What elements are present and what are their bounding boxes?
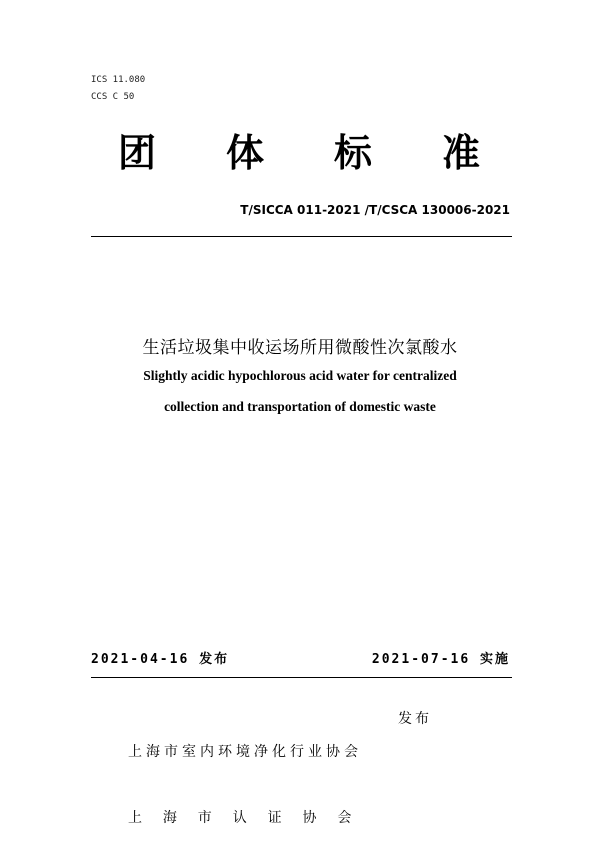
title-char-4: 准 [442,131,481,175]
english-standard-name-line1: Slightly acidic hypochlorous acid water for centralized [143,368,457,383]
ccs-code: CCS C 50 [91,92,135,102]
top-divider [91,236,512,237]
bottom-divider [91,677,512,678]
issuing-organizations [128,697,362,851]
issuer-org-2: 上 海 市 认 证 协 会 [128,810,356,826]
title-char-1: 团 [118,131,157,175]
issue-label: 发布 [398,711,432,727]
classification-codes [91,72,145,106]
publish-date: 2021-04-16 发布 [91,652,230,667]
title-char-3: 标 [334,131,373,175]
chinese-standard-name: 生活垃圾集中收运场所用微酸性次氯酸水 [142,338,458,358]
ics-code: ICS 11.080 [91,75,146,85]
standard-number: T/SICCA 011-2021 /T/CSCA 130006-2021 [240,203,510,217]
implementation-date: 2021-07-16 实施 [371,652,510,667]
title-char-2: 体 [226,131,265,175]
english-standard-name-line2: collection and transportation of domestic waste [164,399,436,414]
issuer-org-1: 上海市室内环境净化行业协会 [128,744,362,760]
document-type-title [0,128,600,178]
